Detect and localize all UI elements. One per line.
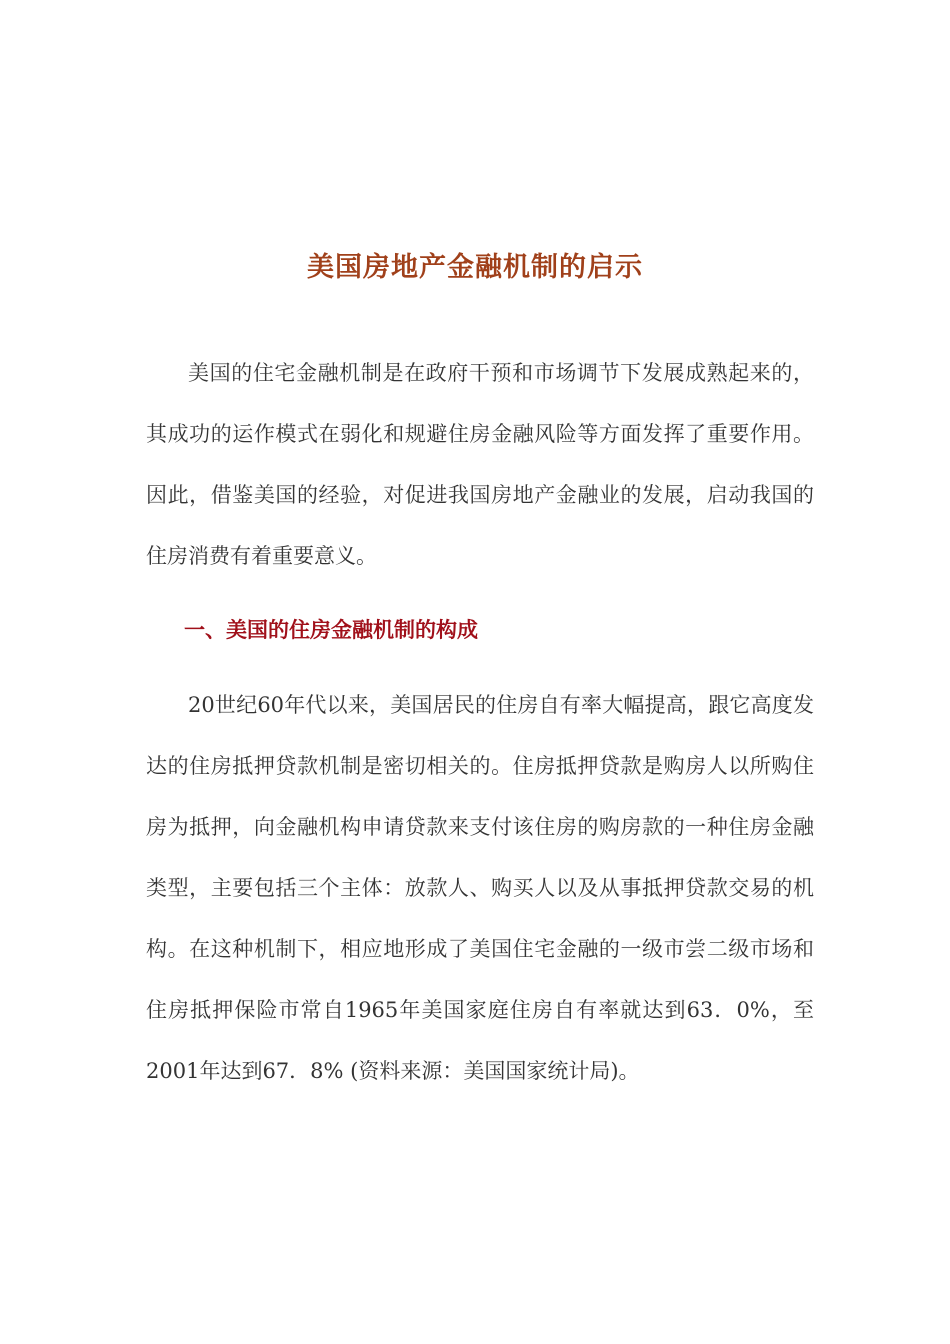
section-heading: 一、美国的住房金融机制的构成 bbox=[184, 617, 478, 642]
intro-paragraph: 美国的住宅金融机制是在政府干预和市场调节下发展成熟起来的，其成功的运作模式在弱化和规避住房金融风险等方面发挥了重要作用。因此，借鉴美国的经验，对促进我国房地产金融业的发展，启动我国的住房消费有着重要意义。 bbox=[146, 361, 814, 568]
document-title: 美国房地产金融机制的启示 bbox=[307, 252, 643, 284]
body-paragraph: 20世纪60年代以来，美国居民的住房自有率大幅提高，跟它高度发达的住房抵押贷款机制是密切相关的。住房抵押贷款是购房人以所购住房为抵押，向金融机构申请贷款来支付该住房的购房款的一种住房金融类型，主要包括三个主体：放款人、购买人以及从事抵押贷款交易的机构。在这种机制下，相应地形成了美国住宅金融的一级市尝二级市场和住房抵押保险市常自1965年美国家庭住房自有率就达到63．0%，至2001年达到67．8% (资料来源：美国国家统计局)。 bbox=[146, 693, 814, 1083]
